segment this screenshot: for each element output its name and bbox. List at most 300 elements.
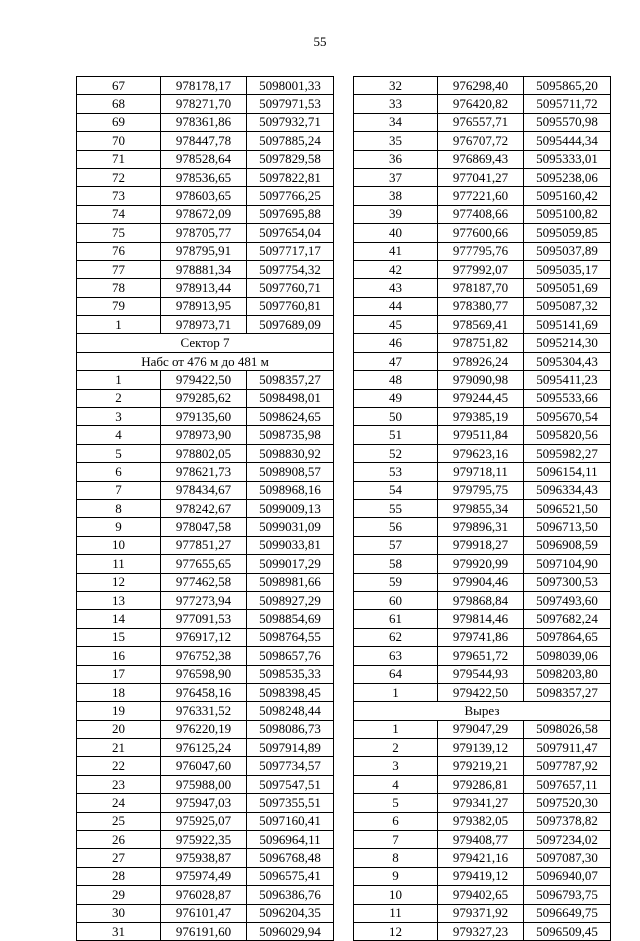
section-title: Набс от 476 м до 481 м <box>77 352 334 370</box>
y-coordinate: 5098624,65 <box>247 408 334 426</box>
y-coordinate: 5095411,23 <box>524 371 611 389</box>
x-coordinate: 979421,16 <box>438 849 524 867</box>
table-row <box>354 922 611 940</box>
point-number: 6 <box>77 463 161 481</box>
table-row <box>77 113 334 131</box>
table-row <box>354 867 611 885</box>
x-coordinate: 976598,90 <box>161 665 247 683</box>
x-coordinate: 978913,95 <box>161 297 247 315</box>
x-coordinate: 978187,70 <box>438 279 524 297</box>
table-row <box>354 242 611 260</box>
table-row <box>354 683 611 701</box>
y-coordinate: 5098001,33 <box>247 77 334 95</box>
y-coordinate: 5097654,04 <box>247 224 334 242</box>
x-coordinate: 979814,46 <box>438 610 524 628</box>
x-coordinate: 978569,41 <box>438 316 524 334</box>
y-coordinate: 5096964,11 <box>247 831 334 849</box>
y-coordinate: 5098535,33 <box>247 665 334 683</box>
x-coordinate: 976101,47 <box>161 904 247 922</box>
point-number: 5 <box>77 444 161 462</box>
x-coordinate: 978973,71 <box>161 316 247 334</box>
table-row <box>77 426 334 444</box>
x-coordinate: 978705,77 <box>161 224 247 242</box>
x-coordinate: 976125,24 <box>161 739 247 757</box>
point-number: 46 <box>354 334 438 352</box>
table-row <box>77 904 334 922</box>
point-number: 75 <box>77 224 161 242</box>
x-coordinate: 978672,09 <box>161 205 247 223</box>
table-row <box>77 573 334 591</box>
point-number: 23 <box>77 775 161 793</box>
x-coordinate: 978242,67 <box>161 499 247 517</box>
table-row <box>77 794 334 812</box>
y-coordinate: 5098657,76 <box>247 647 334 665</box>
point-number: 15 <box>77 628 161 646</box>
y-coordinate: 5097717,17 <box>247 242 334 260</box>
y-coordinate: 5097766,25 <box>247 187 334 205</box>
table-row <box>354 591 611 609</box>
y-coordinate: 5096713,50 <box>524 518 611 536</box>
x-coordinate: 978621,73 <box>161 463 247 481</box>
y-coordinate: 5097885,24 <box>247 132 334 150</box>
table-row <box>354 720 611 738</box>
table-row <box>354 849 611 867</box>
x-coordinate: 976220,19 <box>161 720 247 738</box>
x-coordinate: 977992,07 <box>438 260 524 278</box>
y-coordinate: 5098764,55 <box>247 628 334 646</box>
point-number: 8 <box>354 849 438 867</box>
table-row <box>354 389 611 407</box>
page-number: 55 <box>313 34 327 49</box>
x-coordinate: 979741,86 <box>438 628 524 646</box>
point-number: 19 <box>77 702 161 720</box>
y-coordinate: 5098026,58 <box>524 720 611 738</box>
table-row <box>354 352 611 370</box>
point-number: 1 <box>77 316 161 334</box>
y-coordinate: 5098086,73 <box>247 720 334 738</box>
x-coordinate: 979896,31 <box>438 518 524 536</box>
x-coordinate: 975974,49 <box>161 867 247 885</box>
y-coordinate: 5096793,75 <box>524 886 611 904</box>
x-coordinate: 978528,64 <box>161 150 247 168</box>
x-coordinate: 979918,27 <box>438 536 524 554</box>
point-number: 3 <box>354 757 438 775</box>
x-coordinate: 979904,46 <box>438 573 524 591</box>
table-row <box>77 555 334 573</box>
y-coordinate: 5099031,09 <box>247 518 334 536</box>
y-coordinate: 5097971,53 <box>247 95 334 113</box>
y-coordinate: 5099009,13 <box>247 499 334 517</box>
y-coordinate: 5099033,81 <box>247 536 334 554</box>
y-coordinate: 5095304,43 <box>524 352 611 370</box>
y-coordinate: 5097087,30 <box>524 849 611 867</box>
point-number: 17 <box>77 665 161 683</box>
x-coordinate: 976047,60 <box>161 757 247 775</box>
point-number: 74 <box>77 205 161 223</box>
x-coordinate: 978881,34 <box>161 260 247 278</box>
y-coordinate: 5096204,35 <box>247 904 334 922</box>
point-number: 73 <box>77 187 161 205</box>
point-number: 20 <box>77 720 161 738</box>
x-coordinate: 979795,75 <box>438 481 524 499</box>
y-coordinate: 5097104,90 <box>524 555 611 573</box>
y-coordinate: 5097520,30 <box>524 794 611 812</box>
table-row <box>354 316 611 334</box>
y-coordinate: 5096908,59 <box>524 536 611 554</box>
x-coordinate: 979422,50 <box>438 683 524 701</box>
point-number: 61 <box>354 610 438 628</box>
point-number: 70 <box>77 132 161 150</box>
point-number: 35 <box>354 132 438 150</box>
y-coordinate: 5095100,82 <box>524 205 611 223</box>
table-row <box>77 518 334 536</box>
y-coordinate: 5095444,34 <box>524 132 611 150</box>
y-coordinate: 5095670,54 <box>524 408 611 426</box>
table-row <box>354 95 611 113</box>
x-coordinate: 978271,70 <box>161 95 247 113</box>
x-coordinate: 975922,35 <box>161 831 247 849</box>
table-row <box>354 224 611 242</box>
y-coordinate: 5096509,45 <box>524 922 611 940</box>
x-coordinate: 977600,66 <box>438 224 524 242</box>
table-row <box>77 408 334 426</box>
y-coordinate: 5095037,89 <box>524 242 611 260</box>
x-coordinate: 979402,65 <box>438 886 524 904</box>
x-coordinate: 975988,00 <box>161 775 247 793</box>
point-number: 57 <box>354 536 438 554</box>
point-number: 42 <box>354 260 438 278</box>
y-coordinate: 5097547,51 <box>247 775 334 793</box>
point-number: 69 <box>77 113 161 131</box>
table-row <box>354 205 611 223</box>
table-row <box>77 812 334 830</box>
point-number: 64 <box>354 665 438 683</box>
table-row <box>77 886 334 904</box>
table-row <box>77 831 334 849</box>
point-number: 79 <box>77 297 161 315</box>
point-number: 60 <box>354 591 438 609</box>
x-coordinate: 977091,53 <box>161 610 247 628</box>
point-number: 38 <box>354 187 438 205</box>
y-coordinate: 5098357,27 <box>247 371 334 389</box>
point-number: 78 <box>77 279 161 297</box>
point-number: 63 <box>354 647 438 665</box>
x-coordinate: 975925,07 <box>161 812 247 830</box>
y-coordinate: 5095238,06 <box>524 168 611 186</box>
y-coordinate: 5095035,17 <box>524 260 611 278</box>
table-row <box>77 463 334 481</box>
x-coordinate: 978178,17 <box>161 77 247 95</box>
point-number: 53 <box>354 463 438 481</box>
table-row <box>77 95 334 113</box>
point-number: 39 <box>354 205 438 223</box>
table-row <box>77 775 334 793</box>
y-coordinate: 5097760,81 <box>247 297 334 315</box>
point-number: 58 <box>354 555 438 573</box>
x-coordinate: 978380,77 <box>438 297 524 315</box>
point-number: 76 <box>77 242 161 260</box>
x-coordinate: 976458,16 <box>161 683 247 701</box>
table-row <box>77 739 334 757</box>
point-number: 28 <box>77 867 161 885</box>
y-coordinate: 5097911,47 <box>524 739 611 757</box>
table-row <box>77 187 334 205</box>
x-coordinate: 977273,94 <box>161 591 247 609</box>
x-coordinate: 979544,93 <box>438 665 524 683</box>
y-coordinate: 5095087,32 <box>524 297 611 315</box>
y-coordinate: 5097160,41 <box>247 812 334 830</box>
point-number: 9 <box>354 867 438 885</box>
table-row <box>354 518 611 536</box>
x-coordinate: 979385,19 <box>438 408 524 426</box>
x-coordinate: 978603,65 <box>161 187 247 205</box>
y-coordinate: 5097378,82 <box>524 812 611 830</box>
table-row <box>77 389 334 407</box>
table-row <box>354 481 611 499</box>
point-number: 36 <box>354 150 438 168</box>
point-number: 4 <box>354 775 438 793</box>
point-number: 34 <box>354 113 438 131</box>
x-coordinate: 979623,16 <box>438 444 524 462</box>
y-coordinate: 5097234,02 <box>524 831 611 849</box>
table-row <box>77 757 334 775</box>
x-coordinate: 976191,60 <box>161 922 247 940</box>
point-number: 1 <box>77 371 161 389</box>
x-coordinate: 979244,45 <box>438 389 524 407</box>
y-coordinate: 5096154,11 <box>524 463 611 481</box>
y-coordinate: 5095051,69 <box>524 279 611 297</box>
table-row <box>77 628 334 646</box>
x-coordinate: 977851,27 <box>161 536 247 554</box>
x-coordinate: 979047,29 <box>438 720 524 738</box>
x-coordinate: 975938,87 <box>161 849 247 867</box>
table-row <box>77 922 334 940</box>
point-number: 52 <box>354 444 438 462</box>
x-coordinate: 976917,12 <box>161 628 247 646</box>
x-coordinate: 979286,81 <box>438 775 524 793</box>
x-coordinate: 978802,05 <box>161 444 247 462</box>
x-coordinate: 978973,90 <box>161 426 247 444</box>
x-coordinate: 979920,99 <box>438 555 524 573</box>
point-number: 7 <box>354 831 438 849</box>
y-coordinate: 5097760,71 <box>247 279 334 297</box>
table-row <box>77 536 334 554</box>
y-coordinate: 5097300,53 <box>524 573 611 591</box>
y-coordinate: 5097695,88 <box>247 205 334 223</box>
y-coordinate: 5096386,76 <box>247 886 334 904</box>
x-coordinate: 979855,34 <box>438 499 524 517</box>
point-number: 22 <box>77 757 161 775</box>
x-coordinate: 979135,60 <box>161 408 247 426</box>
point-number: 31 <box>77 922 161 940</box>
point-number: 25 <box>77 812 161 830</box>
x-coordinate: 978751,82 <box>438 334 524 352</box>
point-number: 56 <box>354 518 438 536</box>
table-row <box>77 316 334 334</box>
table-row <box>77 591 334 609</box>
y-coordinate: 5099017,29 <box>247 555 334 573</box>
point-number: 68 <box>77 95 161 113</box>
y-coordinate: 5097493,60 <box>524 591 611 609</box>
y-coordinate: 5097689,09 <box>247 316 334 334</box>
y-coordinate: 5095214,30 <box>524 334 611 352</box>
x-coordinate: 976420,82 <box>438 95 524 113</box>
point-number: 8 <box>77 499 161 517</box>
table-row <box>354 150 611 168</box>
table-row <box>354 739 611 757</box>
table-row <box>77 260 334 278</box>
point-number: 32 <box>354 77 438 95</box>
table-row <box>77 683 334 701</box>
table-row <box>77 849 334 867</box>
y-coordinate: 5098854,69 <box>247 610 334 628</box>
table-row <box>354 260 611 278</box>
point-number: 16 <box>77 647 161 665</box>
table-row <box>354 279 611 297</box>
point-number: 41 <box>354 242 438 260</box>
x-coordinate: 978047,58 <box>161 518 247 536</box>
point-number: 13 <box>77 591 161 609</box>
y-coordinate: 5095533,66 <box>524 389 611 407</box>
y-coordinate: 5097355,51 <box>247 794 334 812</box>
point-number: 24 <box>77 794 161 812</box>
y-coordinate: 5095711,72 <box>524 95 611 113</box>
point-number: 12 <box>354 922 438 940</box>
y-coordinate: 5097682,24 <box>524 610 611 628</box>
point-number: 62 <box>354 628 438 646</box>
table-row <box>354 499 611 517</box>
table-row <box>77 132 334 150</box>
x-coordinate: 977795,76 <box>438 242 524 260</box>
x-coordinate: 976028,87 <box>161 886 247 904</box>
point-number: 43 <box>354 279 438 297</box>
x-coordinate: 979139,12 <box>438 739 524 757</box>
x-coordinate: 979382,05 <box>438 812 524 830</box>
table-row <box>354 812 611 830</box>
table-row <box>77 720 334 738</box>
point-number: 51 <box>354 426 438 444</box>
x-coordinate: 976331,52 <box>161 702 247 720</box>
point-number: 30 <box>77 904 161 922</box>
x-coordinate: 979651,72 <box>438 647 524 665</box>
point-number: 40 <box>354 224 438 242</box>
point-number: 48 <box>354 371 438 389</box>
point-number: 26 <box>77 831 161 849</box>
point-number: 37 <box>354 168 438 186</box>
x-coordinate: 976869,43 <box>438 150 524 168</box>
y-coordinate: 5096768,48 <box>247 849 334 867</box>
table-row <box>354 794 611 812</box>
point-number: 67 <box>77 77 161 95</box>
point-number: 6 <box>354 812 438 830</box>
point-number: 50 <box>354 408 438 426</box>
x-coordinate: 979408,77 <box>438 831 524 849</box>
x-coordinate: 979422,50 <box>161 371 247 389</box>
x-coordinate: 977221,60 <box>438 187 524 205</box>
y-coordinate: 5095865,20 <box>524 77 611 95</box>
x-coordinate: 978913,44 <box>161 279 247 297</box>
x-coordinate: 978447,78 <box>161 132 247 150</box>
table-row <box>77 77 334 95</box>
x-coordinate: 978361,86 <box>161 113 247 131</box>
point-number: 55 <box>354 499 438 517</box>
point-number: 77 <box>77 260 161 278</box>
point-number: 5 <box>354 794 438 812</box>
table-row <box>77 610 334 628</box>
y-coordinate: 5098830,92 <box>247 444 334 462</box>
table-row <box>77 702 334 720</box>
y-coordinate: 5097734,57 <box>247 757 334 775</box>
table-row <box>354 610 611 628</box>
point-number: 3 <box>77 408 161 426</box>
y-coordinate: 5097787,92 <box>524 757 611 775</box>
table-row <box>354 904 611 922</box>
point-number: 7 <box>77 481 161 499</box>
table-row <box>77 647 334 665</box>
point-number: 2 <box>77 389 161 407</box>
point-number: 2 <box>354 739 438 757</box>
point-number: 72 <box>77 168 161 186</box>
y-coordinate: 5097864,65 <box>524 628 611 646</box>
x-coordinate: 977655,65 <box>161 555 247 573</box>
table-row <box>77 444 334 462</box>
table-row <box>354 628 611 646</box>
y-coordinate: 5098981,66 <box>247 573 334 591</box>
table-row <box>354 775 611 793</box>
table-row <box>354 408 611 426</box>
point-number: 59 <box>354 573 438 591</box>
table-row <box>354 573 611 591</box>
y-coordinate: 5095570,98 <box>524 113 611 131</box>
y-coordinate: 5098968,16 <box>247 481 334 499</box>
point-number: 10 <box>354 886 438 904</box>
section-title: Вырез <box>354 702 611 720</box>
table-row <box>354 77 611 95</box>
point-number: 71 <box>77 150 161 168</box>
y-coordinate: 5096940,07 <box>524 867 611 885</box>
y-coordinate: 5096649,75 <box>524 904 611 922</box>
y-coordinate: 5098927,29 <box>247 591 334 609</box>
table-row <box>77 499 334 517</box>
point-number: 27 <box>77 849 161 867</box>
table-row <box>354 463 611 481</box>
y-coordinate: 5098735,98 <box>247 426 334 444</box>
section-row <box>77 334 334 352</box>
x-coordinate: 976752,38 <box>161 647 247 665</box>
point-number: 45 <box>354 316 438 334</box>
table-row <box>354 426 611 444</box>
table-row <box>354 886 611 904</box>
point-number: 44 <box>354 297 438 315</box>
x-coordinate: 976707,72 <box>438 132 524 150</box>
table-row <box>77 665 334 683</box>
x-coordinate: 977408,66 <box>438 205 524 223</box>
y-coordinate: 5096521,50 <box>524 499 611 517</box>
table-row <box>77 867 334 885</box>
table-row <box>77 279 334 297</box>
y-coordinate: 5098498,01 <box>247 389 334 407</box>
table-row <box>354 536 611 554</box>
y-coordinate: 5098398,45 <box>247 683 334 701</box>
y-coordinate: 5095059,85 <box>524 224 611 242</box>
section-row <box>354 702 611 720</box>
x-coordinate: 978795,91 <box>161 242 247 260</box>
x-coordinate: 979219,21 <box>438 757 524 775</box>
x-coordinate: 979341,27 <box>438 794 524 812</box>
y-coordinate: 5096334,43 <box>524 481 611 499</box>
y-coordinate: 5095160,42 <box>524 187 611 205</box>
table-row <box>354 555 611 573</box>
